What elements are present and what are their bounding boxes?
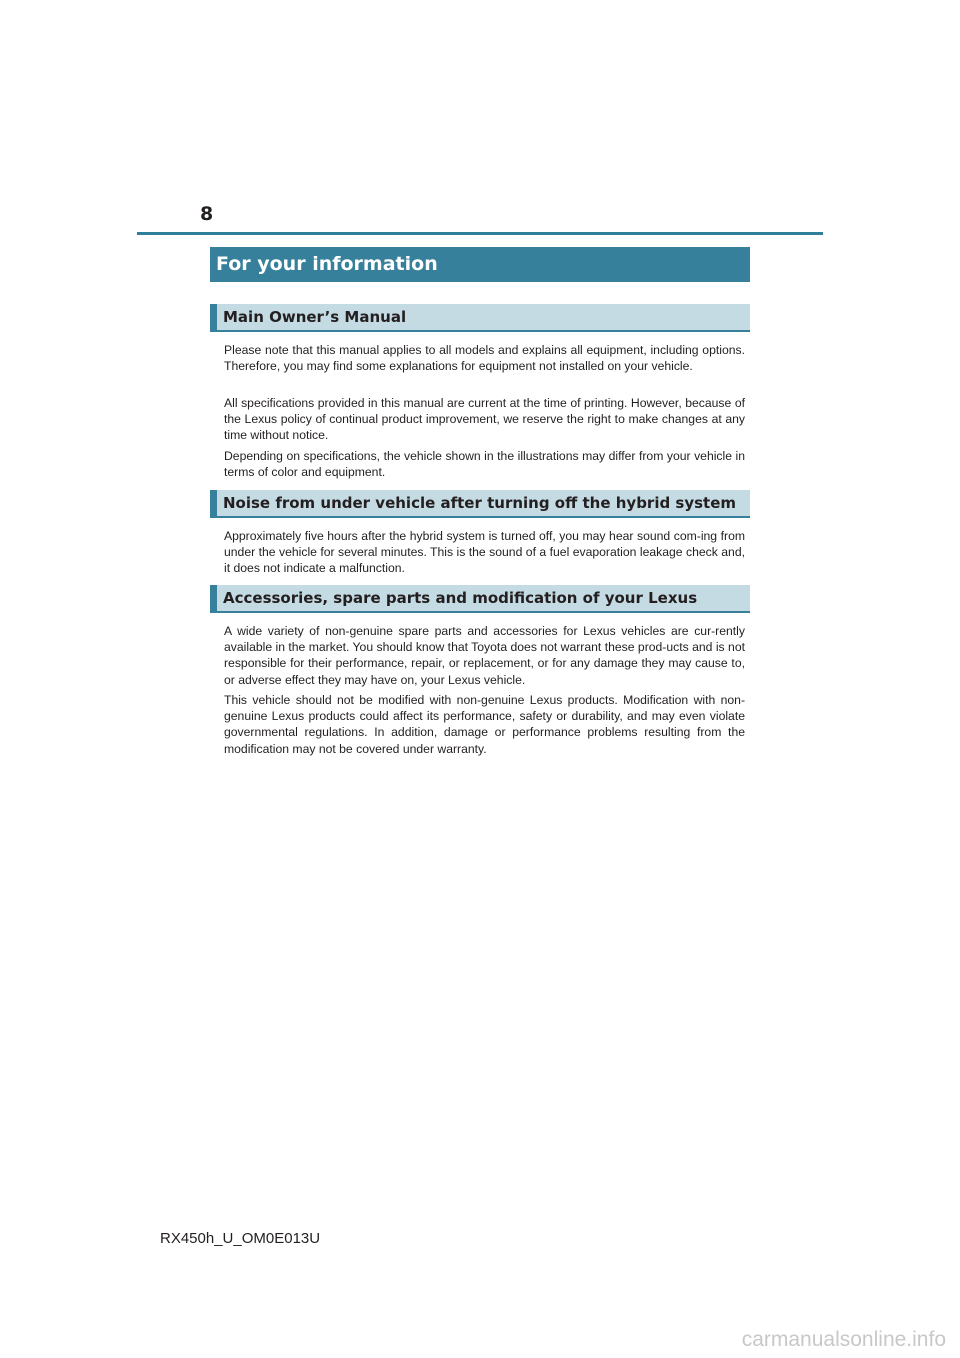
paragraph: Approximately five hours after the hybrid system is turned off, you may hear sound com-ing from under the vehicle for several minutes. This is the sound of a fuel evaporation leakage check and, it does not indicate a malfunction. [224, 529, 745, 576]
footer-document-code: RX450h_U_OM0E013U [160, 1230, 321, 1247]
page-number: 8 [200, 203, 214, 225]
subheading-text: Main Owner’s Manual [223, 308, 407, 326]
section-title: For your information [216, 253, 438, 275]
subheading-text: Noise from under vehicle after turning off the hybrid system [223, 494, 737, 512]
paragraph: All specifications provided in this manual are current at the time of printing. However, because of the Lexus policy of continual product improvement, we reserve the right to make changes at any time without notice. [224, 396, 745, 443]
paragraph: This vehicle should not be modified with non-genuine Lexus products. Modification with non-genuine Lexus products could affect its performance, safety or durability, and may even violate governmental regulations. In addition, damage or performance problems resulting from the modification may not be covered under warranty. [224, 693, 745, 756]
subheading-main-owners-manual [210, 304, 750, 332]
subheading-text: Accessories, spare parts and modification of your Lexus [223, 589, 698, 607]
subheading-accessories-spare-parts [210, 585, 750, 613]
paragraph: Please note that this manual applies to all models and explains all equipment, including options. Therefore, you may find some explanations for equipment not installed on your vehicle. [224, 343, 745, 374]
watermark: carmanualsonline.info [741, 1328, 946, 1351]
section-title-banner [210, 247, 750, 282]
paragraph: Depending on specifications, the vehicle shown in the illustrations may differ from your vehicle in terms of color and equipment. [224, 449, 745, 480]
header-rule [137, 232, 823, 235]
paragraph: A wide variety of non-genuine spare parts and accessories for Lexus vehicles are cur-rently available in the market. You should know that Toyota does not warrant these prod-ucts and is not responsible for their performance, repair, or replacement, or for any damage they may cause to, or adverse effect they may have on, your Lexus vehicle. [224, 624, 745, 687]
subheading-noise-after-hybrid-off [210, 490, 750, 518]
